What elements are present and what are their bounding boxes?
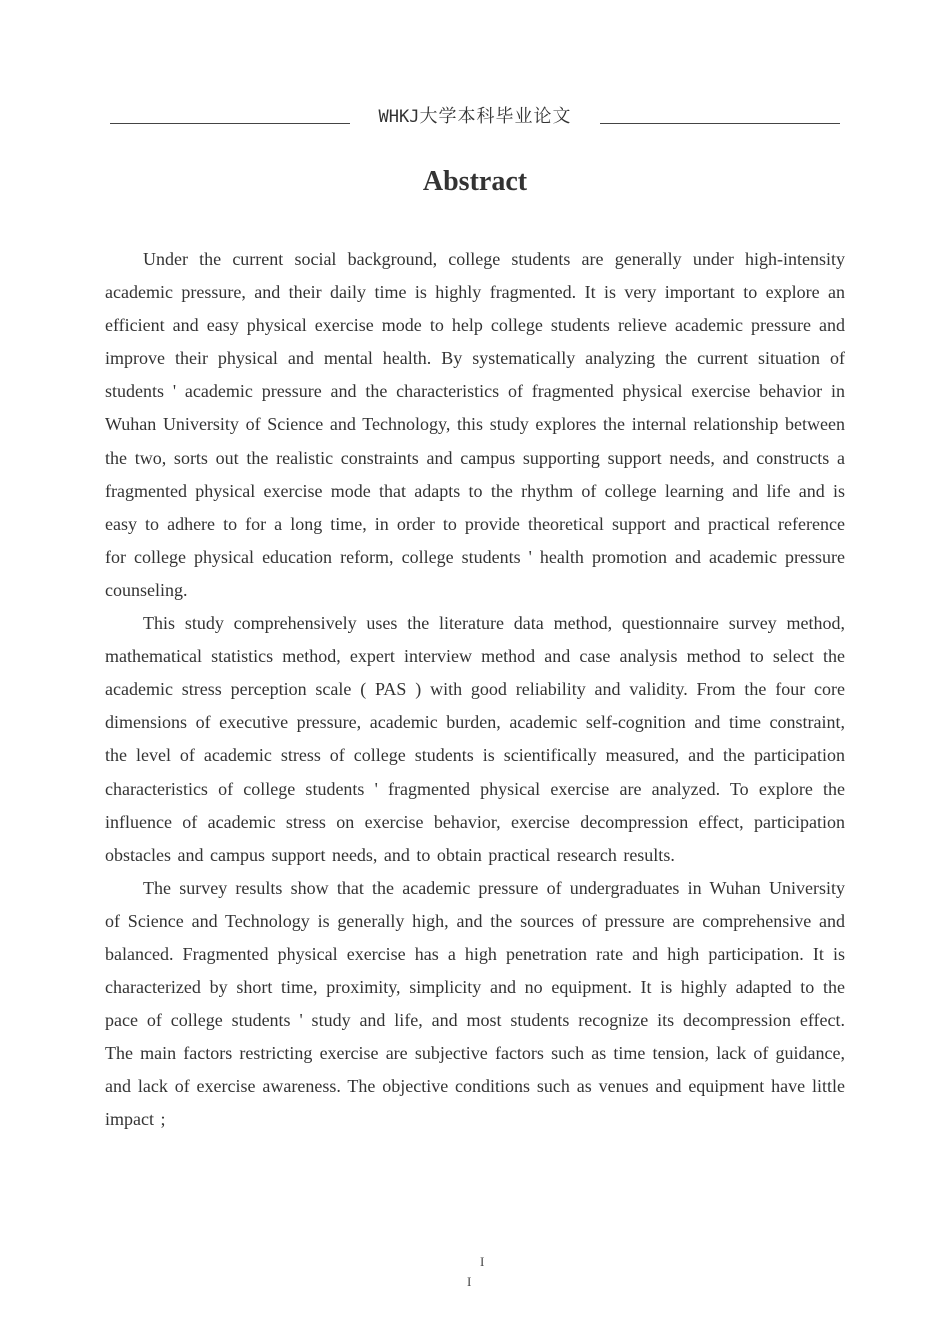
header-rule-right bbox=[600, 123, 840, 124]
abstract-title: Abstract bbox=[422, 166, 528, 197]
header-title-cjk: 大学本科毕业论文 bbox=[419, 106, 572, 126]
abstract-paragraph-3: The survey results show that the academic pressure of undergraduates in Wuhan University of Science and Technology is generally high, and the sources of pressure are comprehensive and balanced. Fragmented physical exercise has a high penetration rate and high participation. It is characterized by short time, proximity, simplicity and no equipment. It is highly adapted to the pace of college students ' study and life, and most students recognize its decompression effect. The main factors restricting exercise are subjective factors such as time tension, lack of guidance, and lack of exercise awareness. The objective conditions such as venues and equipment have little impact ; bbox=[105, 877, 845, 1130]
header-title bbox=[110, 102, 840, 128]
page-number-secondary: I bbox=[467, 1274, 472, 1289]
abstract-body bbox=[105, 243, 845, 1137]
header-title-latin: WHKJ bbox=[378, 107, 420, 127]
abstract-paragraph-1: Under the current social background, college students are generally under high-intensity academic pressure, and their daily time is highly fragmented. It is very important to explore an efficient and easy physical exercise mode to help college students relieve academic pressure and improve their physical and mental health. By systematically analyzing the current situation of students ' academic pressure and the characteristics of fragmented physical exercise behavior in Wuhan University of Science and Technology, this study explores the internal relationship between the two, sorts out the realistic constraints and campus supporting support needs, and constructs a fragmented physical exercise mode that adapts to the rhythm of college learning and life and is easy to adhere to for a long time, in order to provide theoretical support and practical reference for college physical education reform, college students ' health promotion and academic pressure counseling. bbox=[105, 249, 845, 600]
page-number: I bbox=[480, 1254, 485, 1269]
abstract-paragraph-2: This study comprehensively uses the literature data method, questionnaire survey method, mathematical statistics method, expert interview method and case analysis method to select the academic stress perception scale ( PAS ) with good reliability and validity. From the four core dimensions of executive pressure, academic burden, academic self-cognition and time constraint, the level of academic stress of college students is scientifically measured, and the participation characteristics of college students ' fragmented physical exercise are analyzed. To explore the influence of academic stress on exercise behavior, exercise decompression effect, participation obstacles and campus support needs, and to obtain practical research results. bbox=[105, 613, 845, 865]
page-header bbox=[110, 100, 840, 128]
